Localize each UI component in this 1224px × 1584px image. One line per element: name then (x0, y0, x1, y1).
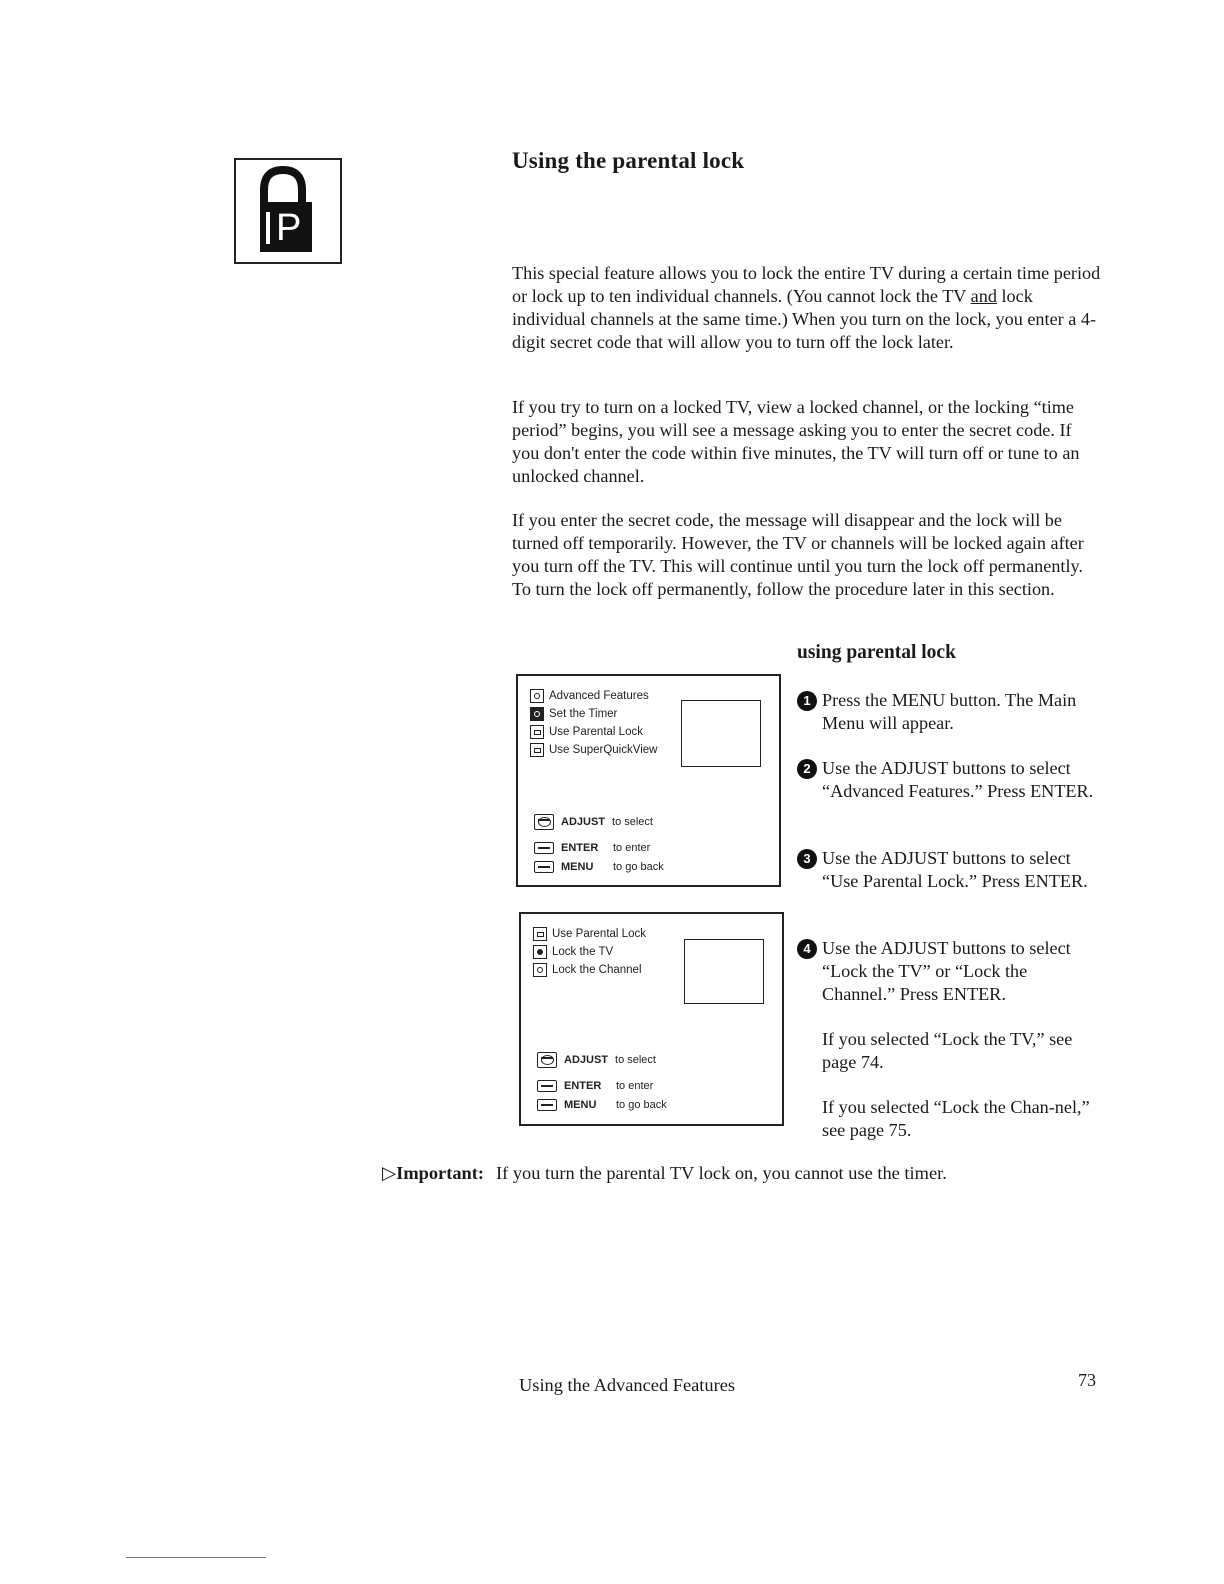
intro-paragraph-3: If you enter the secret code, the message will disappear and the lock will be turned off temporarily. However, the TV or channels will be locked again after you turn off the TV. This will continue until you turn the lock off permanently. To turn the lock off permanently, follow the procedure later in this section. (512, 510, 1084, 599)
page-number: 73 (1078, 1370, 1096, 1390)
important-note (382, 1163, 947, 1184)
lock-icon (533, 927, 547, 941)
menu-item-superquickview: Use SuperQuickView (530, 741, 657, 759)
page-title: Using the parental lock (512, 148, 745, 173)
parental-lock-logo (234, 158, 342, 264)
intro-paragraph-1: This special feature allows you to lock the entire TV during a certain time period or lock up to ten individual channels. (You cannot lock the TV and lock individual channels at the same time.) When you turn on the lock, you enter a 4-digit secret code that will allow you to turn off the lock later. (512, 263, 1101, 352)
enter-hint: ENTER to enter (537, 1080, 653, 1092)
note-lock-tv: If you selected “Lock the TV,” see page 74. (822, 1029, 1073, 1072)
menu-item-lock-channel: Lock the Channel (533, 961, 646, 979)
radio-selected-icon (533, 945, 547, 959)
menu-list (530, 687, 657, 759)
adjust-button-icon (537, 1052, 557, 1068)
enter-hint: ENTER to enter (534, 842, 650, 854)
step-4: 4 Use the ADJUST buttons to select “Lock the TV” or “Lock the Channel.” Press ENTER. (797, 937, 1097, 1006)
step-number-badge: 3 (797, 849, 817, 869)
menu-item-advanced-features: Advanced Features (530, 687, 657, 705)
step-number-badge: 2 (797, 759, 817, 779)
section-subheading: using parental lock (797, 642, 956, 663)
menu-hint: MENU to go back (534, 861, 664, 873)
important-text: If you turn the parental TV lock on, you cannot use the timer. (496, 1163, 947, 1183)
menu-screen-advanced-features (516, 674, 781, 887)
menu-screen-parental-lock (519, 912, 784, 1126)
adjust-hint: ADJUST to select (534, 814, 653, 830)
intro-paragraph-2: If you try to turn on a locked TV, view a locked channel, or the locking “time period” begins, you will see a message asking you to enter the secret code. If you don't enter the code within five minutes, the TV will turn off or tune to an unlocked channel. (512, 397, 1080, 486)
menu-item-use-parental-lock: Use Parental Lock (530, 723, 657, 741)
step-number-badge: 4 (797, 939, 817, 959)
emphasis-and: and (970, 286, 997, 306)
adjust-button-icon (534, 814, 554, 830)
step-number-badge: 1 (797, 691, 817, 711)
menu-button-icon (534, 861, 554, 873)
advanced-features-icon (530, 689, 544, 703)
enter-button-icon (537, 1080, 557, 1092)
timer-icon (530, 707, 544, 721)
menu-button-icon (537, 1099, 557, 1111)
menu-item-lock-tv: Lock the TV (533, 943, 646, 961)
triangle-arrow-icon: ▷ (382, 1163, 397, 1183)
footer-section-title: Using the Advanced Features (519, 1375, 736, 1395)
step-2: 2 Use the ADJUST buttons to select “Advanced Features.” Press ENTER. (797, 757, 1097, 803)
adjust-hint: ADJUST to select (537, 1052, 656, 1068)
step-3: 3 Use the ADJUST buttons to select “Use Parental Lock.” Press ENTER. (797, 847, 1097, 893)
quickview-icon (530, 743, 544, 757)
picture-in-picture-window (684, 939, 764, 1004)
menu-item-set-timer: Set the Timer (530, 705, 657, 723)
enter-button-icon (534, 842, 554, 854)
menu-hint: MENU to go back (537, 1099, 667, 1111)
picture-in-picture-window (681, 700, 761, 767)
radio-unselected-icon (533, 963, 547, 977)
menu-item-use-parental-lock: Use Parental Lock (533, 925, 646, 943)
lock-letter: P (276, 207, 302, 249)
step-1: 1 Press the MENU button. The Main Menu will appear. (797, 689, 1097, 735)
important-label: ▷Important: (382, 1163, 485, 1183)
lock-icon (530, 725, 544, 739)
bottom-rule (126, 1557, 266, 1558)
note-lock-channel: If you selected “Lock the Chan-nel,” see page 75. (822, 1097, 1090, 1140)
menu-list (533, 925, 646, 979)
